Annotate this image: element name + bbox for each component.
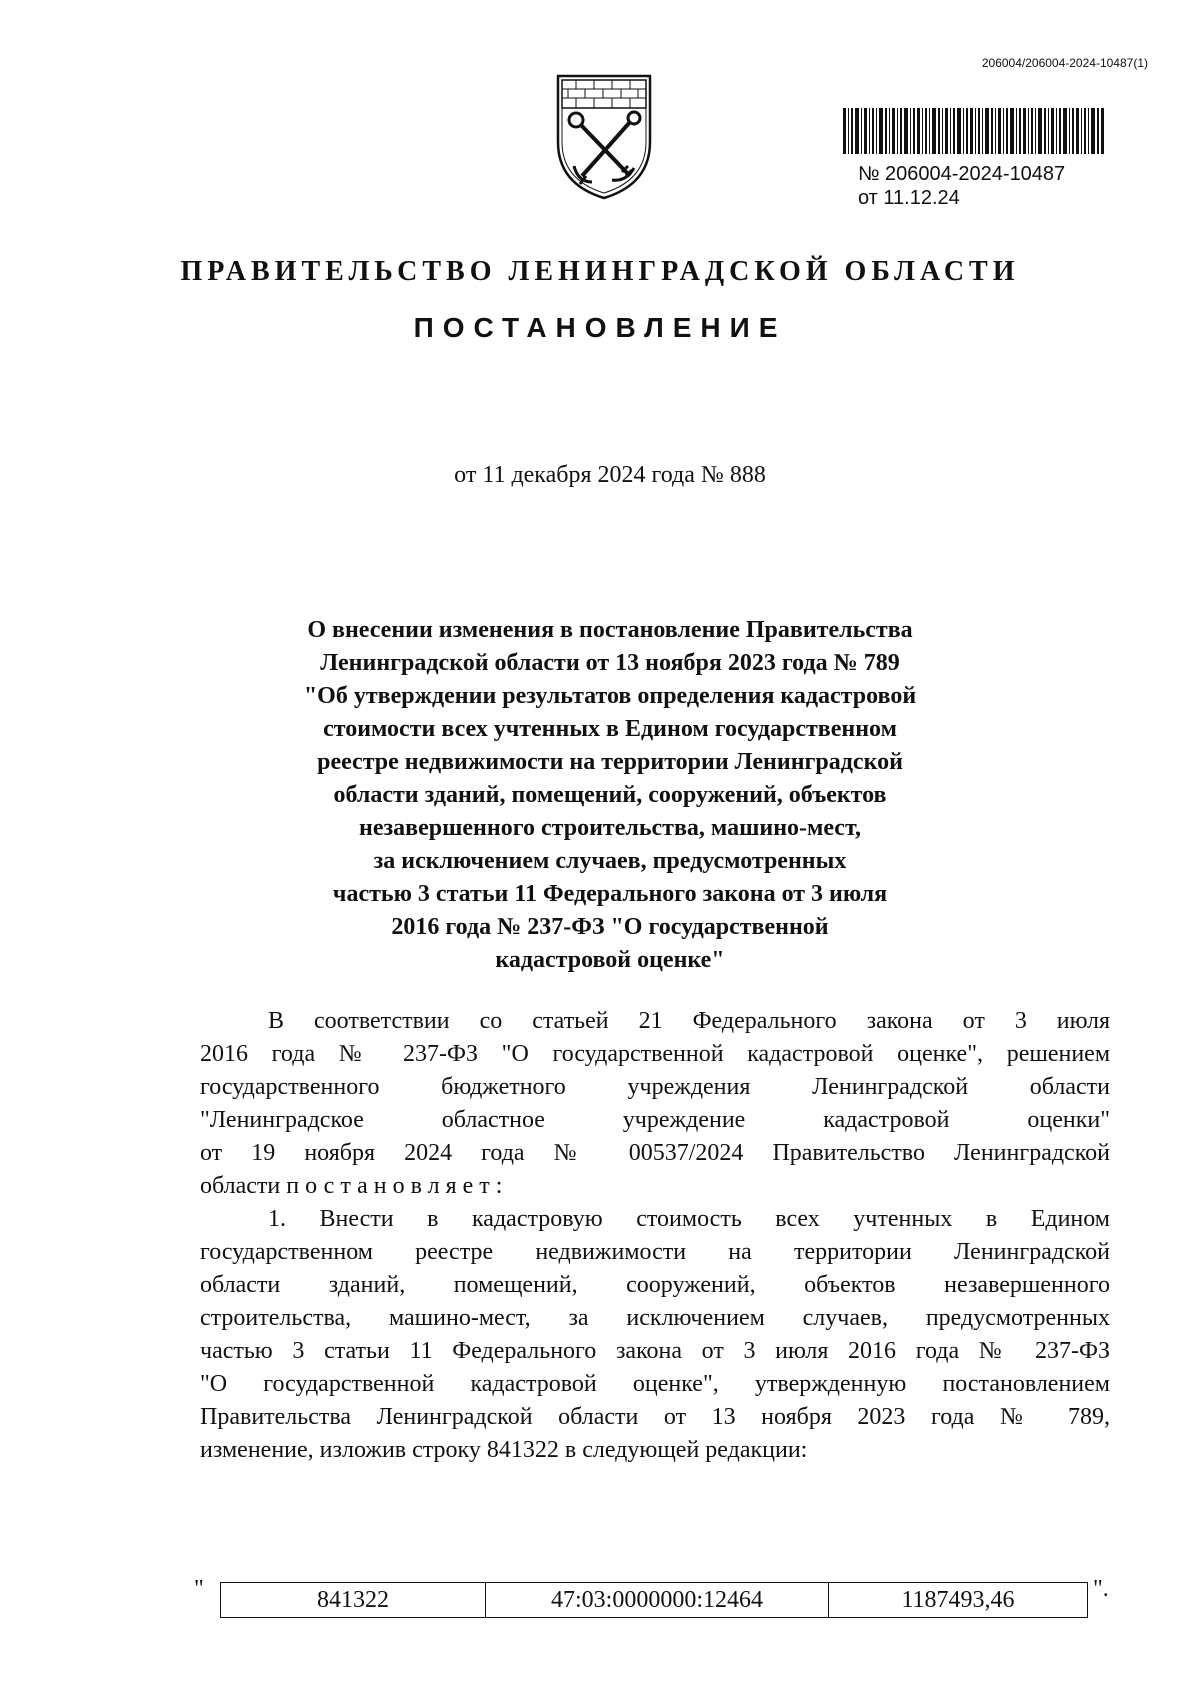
document-subject [250, 614, 970, 977]
item1-line: Правительства Ленинградской области от 13 ноября 2023 года № 789, [200, 1404, 1110, 1430]
government-title: ПРАВИТЕЛЬСТВО ЛЕНИНГРАДСКОЙ ОБЛАСТИ [180, 256, 1020, 287]
preamble-line: 2016 года № 237-ФЗ "О государственной кадастровой оценке", решением [200, 1041, 1110, 1067]
preamble-line: В соответствии со статьей 21 Федерального закона от 3 июля [268, 1008, 1110, 1034]
subject-line: незавершенного строительства, машино-мест, [359, 815, 861, 841]
subject-line: "Об утверждении результатов определения кадастровой [303, 683, 917, 709]
barcode-icon [843, 108, 1105, 154]
row-close-quote: ". [1093, 1576, 1109, 1602]
document-date-number: от 11 декабря 2024 года № 888 [454, 462, 766, 488]
subject-line: частью 3 статьи 11 Федерального закона от 3 июля [332, 881, 888, 907]
item1-line: изменение, изложив строку 841322 в следующей редакции: [200, 1437, 808, 1463]
cadastral-number-cell: 47:03:0000000:12464 [485, 1583, 828, 1617]
cadastral-row [194, 1576, 1126, 1618]
subject-line: стоимости всех учтенных в Едином государственном [323, 716, 897, 742]
item1-line: строительства, машино-мест, за исключением случаев, предусмотренных [200, 1305, 1110, 1331]
preamble-line-end [200, 1170, 1110, 1203]
subject-line: реестре недвижимости на территории Ленинградской [317, 749, 903, 775]
item1-line: "О государственной кадастровой оценке", утвержденную постановлением [200, 1371, 1110, 1397]
subject-line: кадастровой оценке" [495, 947, 725, 973]
item1-line: частью 3 статьи 11 Федерального закона от 3 июля 2016 года № 237-ФЗ [200, 1338, 1110, 1364]
subject-line: Ленинградской области от 13 ноября 2023 года № 789 [320, 650, 900, 676]
coat-of-arms-icon [552, 72, 656, 202]
subject-line: за исключением случаев, предусмотренных [373, 848, 847, 874]
preamble-line: государственного бюджетного учреждения Ленинградской области [200, 1074, 1110, 1100]
cadastral-table [220, 1582, 1088, 1618]
registration-number: № 206004-2024-10487 [858, 163, 1066, 185]
row-number-cell: 841322 [317, 1587, 389, 1613]
subject-line: О внесении изменения в постановление Правительства [307, 617, 913, 643]
preamble-end-prefix: области [200, 1173, 281, 1199]
registration-date: от 11.12.24 [858, 187, 960, 209]
resolves-word: постановляет: [286, 1173, 509, 1199]
cadastral-value-cell: 1187493,46 [828, 1583, 1087, 1617]
row-open-quote: " [194, 1576, 204, 1602]
item1-line: 1. Внести в кадастровую стоимость всех учтенных в Едином [268, 1206, 1110, 1232]
subject-line: области зданий, помещений, сооружений, объектов [333, 782, 887, 808]
subject-line: 2016 года № 237-ФЗ "О государственной [391, 914, 829, 940]
item1-line: области зданий, помещений, сооружений, объектов незавершенного [200, 1272, 1110, 1298]
document-reference: 206004/206004-2024-10487(1) [981, 56, 1148, 70]
item1-line: государственном реестре недвижимости на территории Ленинградской [200, 1239, 1110, 1265]
document-type: ПОСТАНОВЛЕНИЕ [413, 312, 787, 343]
preamble-line: от 19 ноября 2024 года № 00537/2024 Правительство Ленинградской [200, 1140, 1110, 1166]
document-body [200, 1005, 1110, 1467]
preamble-line: "Ленинградское областное учреждение кадастровой оценки" [200, 1107, 1110, 1133]
